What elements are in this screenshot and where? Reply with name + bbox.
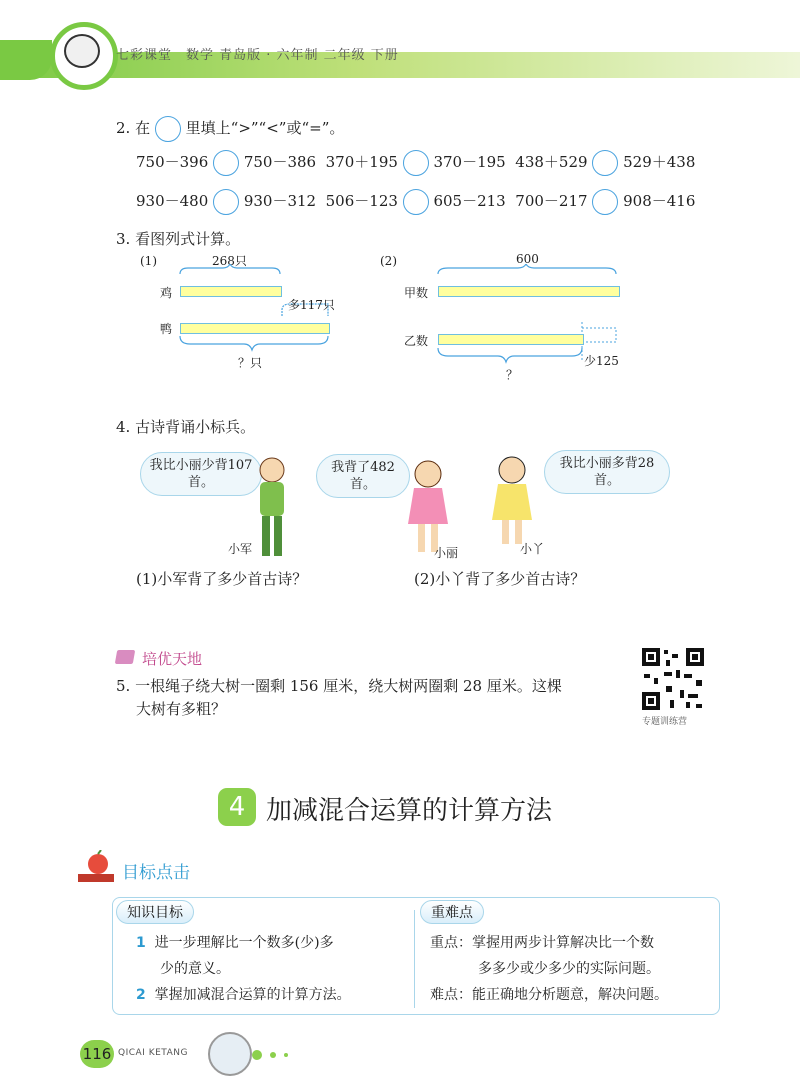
header-title: 七彩课堂 数学 青岛版 · 六年制 二年级 下册 bbox=[116, 48, 399, 63]
q3-p2-row2: 乙数 bbox=[404, 334, 429, 348]
pencil-icon bbox=[115, 650, 135, 664]
bar-jia bbox=[438, 286, 620, 297]
speech-bubble-3: 我比小丽多背28首。 bbox=[544, 450, 670, 494]
q5-tag: 培优天地 bbox=[142, 650, 203, 668]
dot-icon bbox=[270, 1052, 276, 1058]
expr: 750－386 bbox=[243, 153, 317, 171]
mascot-face-icon bbox=[64, 34, 100, 68]
dot-icon bbox=[284, 1053, 288, 1057]
q3-p1-label: (1) bbox=[140, 254, 157, 268]
qr-caption: 专题训练营 bbox=[642, 717, 688, 727]
q4-sub1: (1)小军背了多少首古诗？ bbox=[136, 570, 308, 588]
expr: 908－416 bbox=[623, 192, 696, 210]
answer-circle[interactable] bbox=[403, 189, 429, 215]
q3-p2-total: ？ bbox=[506, 368, 519, 382]
q2-prompt-pre: 2. 在 bbox=[116, 119, 151, 137]
footer-brand: QICAI KETANG bbox=[118, 1048, 188, 1058]
key-point-1-cont: 多多少或少多少的实际问题。 bbox=[478, 961, 660, 977]
q3-title: 3. 看图列式计算。 bbox=[116, 230, 241, 248]
knowledge-tag: 知识目标 bbox=[116, 900, 194, 924]
key-point-2: 难点：能正确地分析题意，解决问题。 bbox=[430, 987, 668, 1003]
expr: 438＋529 bbox=[515, 153, 588, 171]
page-number: 116 bbox=[80, 1040, 114, 1068]
q3-p2-label: (2) bbox=[380, 254, 397, 268]
q3-p1-row2: 鸭 bbox=[160, 322, 173, 336]
goal-item-1-text: 进一步理解比一个数多(少)多 bbox=[154, 935, 334, 951]
q2-row1 bbox=[136, 150, 695, 176]
answer-circle[interactable] bbox=[592, 150, 618, 176]
mascot-footer-icon bbox=[208, 1032, 252, 1076]
q2-prompt-post: 里填上“>”“<”或“=”。 bbox=[185, 119, 345, 137]
blank-circle-icon bbox=[155, 116, 181, 142]
q2-row2 bbox=[136, 189, 695, 215]
goal-item-1 bbox=[136, 932, 334, 952]
q5-text1: 5. 一根绳子绕大树一圈剩 156 厘米，绕大树两圈剩 28 厘米。这棵 bbox=[116, 677, 562, 695]
q3-p1-top-value: 268只 bbox=[212, 254, 247, 268]
expr: 930－312 bbox=[243, 192, 317, 210]
q3-p1-braces bbox=[178, 264, 338, 364]
expr: 750－396 bbox=[136, 153, 209, 171]
goal-item-2 bbox=[136, 984, 351, 1004]
girl-figure-2-icon bbox=[488, 456, 536, 548]
apple-books-icon bbox=[76, 850, 116, 884]
expr: 370＋195 bbox=[325, 153, 398, 171]
name-xiaojun: 小军 bbox=[228, 542, 253, 556]
expr: 506－123 bbox=[325, 192, 398, 210]
section-number-badge: 4 bbox=[218, 788, 256, 826]
bar-yi bbox=[438, 334, 584, 345]
name-xiaoli: 小丽 bbox=[434, 546, 459, 560]
goal-item-2-number: 2 bbox=[136, 987, 146, 1003]
q3-p2-row1: 甲数 bbox=[404, 286, 429, 300]
q3-p1-row1: 鸡 bbox=[160, 286, 173, 300]
speech-bubble-2: 我背了482首。 bbox=[316, 454, 410, 498]
section-title: 加减混合运算的计算方法 bbox=[266, 796, 553, 826]
answer-circle[interactable] bbox=[213, 150, 239, 176]
bar-chicken bbox=[180, 286, 282, 297]
q3-p1-total: ？只 bbox=[238, 356, 263, 370]
q3-p2-less: 少125 bbox=[584, 354, 619, 368]
expr: 605－213 bbox=[433, 192, 506, 210]
q3-p1-more: 多117只 bbox=[288, 298, 335, 312]
boy-figure-icon bbox=[250, 456, 298, 560]
goals-heading: 目标点击 bbox=[122, 863, 190, 883]
qr-code-icon[interactable] bbox=[640, 646, 706, 712]
expr: 370－195 bbox=[433, 153, 506, 171]
expr: 930－480 bbox=[136, 192, 209, 210]
goal-item-1-number: 1 bbox=[136, 935, 146, 951]
header-left-block bbox=[0, 40, 52, 80]
goal-item-2-text: 掌握加减混合运算的计算方法。 bbox=[154, 987, 351, 1003]
key-points-tag: 重难点 bbox=[420, 900, 484, 924]
speech-bubble-1: 我比小丽少背107首。 bbox=[140, 452, 262, 496]
goals-divider bbox=[414, 910, 415, 1008]
q2-prompt bbox=[116, 116, 344, 142]
q3-p2-top-value: 600 bbox=[516, 252, 539, 266]
answer-circle[interactable] bbox=[213, 189, 239, 215]
bar-duck bbox=[180, 323, 330, 334]
name-xiaoya: 小丫 bbox=[520, 542, 545, 556]
q4-title: 4. 古诗背诵小标兵。 bbox=[116, 418, 256, 436]
goal-item-1-cont: 少的意义。 bbox=[160, 961, 230, 977]
answer-circle[interactable] bbox=[403, 150, 429, 176]
key-point-1: 重点：掌握用两步计算解决比一个数 bbox=[430, 935, 654, 951]
answer-circle[interactable] bbox=[592, 189, 618, 215]
q5-text2: 大树有多粗？ bbox=[136, 700, 227, 718]
dot-icon bbox=[252, 1050, 262, 1060]
expr: 700－217 bbox=[515, 192, 588, 210]
expr: 529＋438 bbox=[623, 153, 696, 171]
girl-figure-1-icon bbox=[404, 460, 452, 556]
q4-sub2: (2)小丫背了多少首古诗？ bbox=[414, 570, 586, 588]
